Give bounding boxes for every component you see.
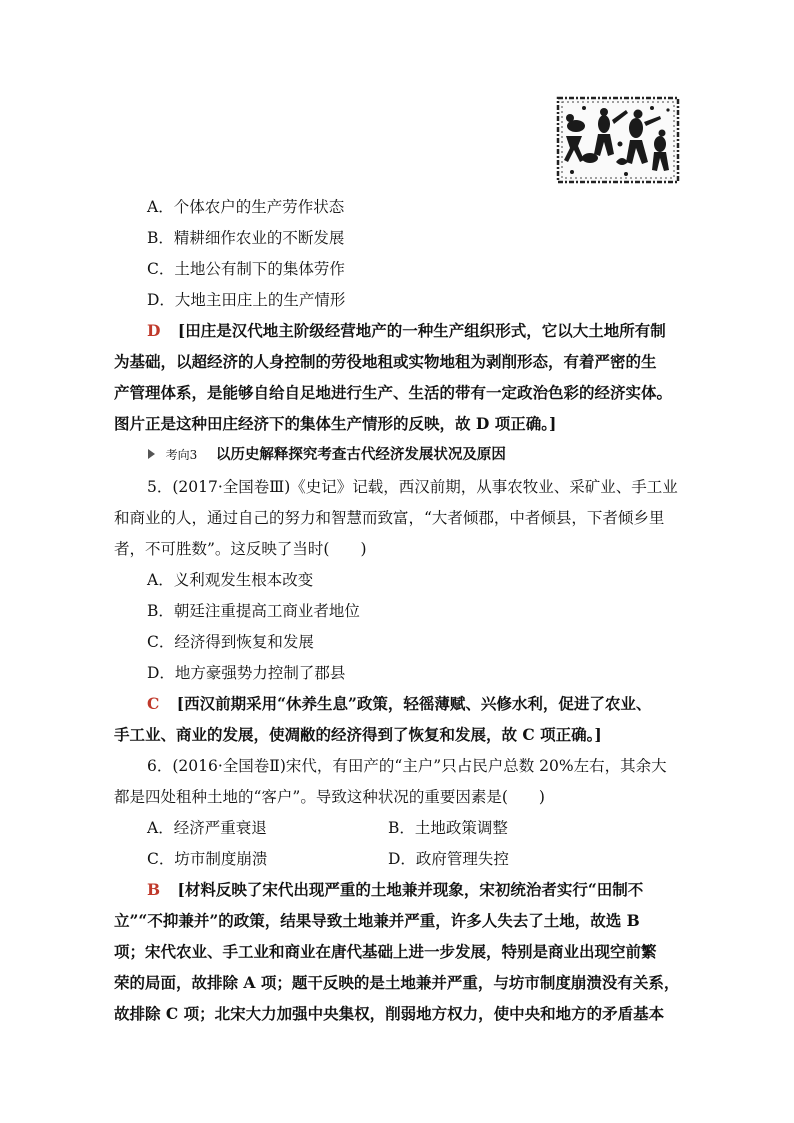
q5-explanation-line-1 bbox=[147, 693, 651, 715]
q4-option-c: C．土地公有制下的集体劳作 bbox=[147, 260, 345, 278]
section-heading bbox=[148, 444, 506, 466]
q6-answer-letter: B bbox=[147, 880, 161, 899]
q5-option-c: C．经济得到恢复和发展 bbox=[147, 633, 314, 651]
q6-explanation-line-4: 荣的局面，故排除 A 项；题干反映的是土地兼并严重，与坊市制度崩溃没有关系， bbox=[114, 973, 680, 992]
q5-stem-line-2: 和商业的人，通过自己的努力和智慧而致富，“大者倾郡，中者倾县，下者倾乡里 bbox=[114, 509, 665, 527]
q5-explanation-text-1: [西汉前期采用“休养生息”政策，轻徭薄赋、兴修水利，促进了农业、 bbox=[176, 694, 652, 713]
q6-option-c: C．坊市制度崩溃 bbox=[147, 850, 268, 868]
q4-explanation-line-3: 产管理体系，是能够自给自足地进行生产、生活的带有一定政治色彩的经济实体。 bbox=[114, 383, 673, 402]
q5-explanation-line-2: 手工业、商业的发展，使凋敝的经济得到了恢复和发展，故 C 项正确。] bbox=[114, 725, 602, 744]
q4-answer-letter: D bbox=[147, 321, 161, 340]
section-title: 以历史解释探究考查古代经济发展状况及原因 bbox=[215, 446, 506, 463]
q6-option-d: D．政府管理失控 bbox=[388, 850, 509, 868]
q4-option-d: D．大地主田庄上的生产情形 bbox=[147, 291, 346, 309]
q6-explanation-text-1: [材料反映了宋代出现严重的土地兼并现象，宋初统治者实行“田制不 bbox=[177, 880, 644, 899]
q6-stem-line-2: 都是四处租种土地的“客户”。导致这种状况的重要因素是( ) bbox=[114, 788, 545, 806]
q5-answer-letter: C bbox=[147, 694, 160, 713]
q5-stem-line-3: 者，不可胜数”。这反映了当时( ) bbox=[114, 540, 367, 558]
q5-stem-line-1: 5．(2017·全国卷Ⅲ)《史记》记载，西汉前期，从事农牧业、采矿业、手工业 bbox=[147, 478, 678, 496]
q4-explanation-line-4: 图片正是这种田庄经济下的集体生产情形的反映，故 D 项正确。] bbox=[114, 414, 557, 433]
q6-explanation-line-5: 故排除 C 项；北宋大力加强中央集权，削弱地方权力，使中央和地方的矛盾基本 bbox=[114, 1004, 665, 1023]
triangle-marker-icon bbox=[148, 449, 155, 459]
q5-option-d: D．地方豪强势力控制了郡县 bbox=[147, 664, 346, 682]
q6-option-b: B．土地政策调整 bbox=[388, 819, 508, 837]
q6-option-a: A．经济严重衰退 bbox=[147, 819, 267, 837]
q4-explanation-line-2: 为基础，以超经济的人身控制的劳役地租或实物地租为剥削形态，有着严密的生 bbox=[114, 352, 657, 371]
section-tag: 考向3 bbox=[165, 448, 198, 462]
q4-explanation-text-1: [田庄是汉代地主阶级经营地产的一种生产组织形式，它以大土地所有制 bbox=[177, 321, 666, 340]
q5-option-a: A．义利观发生根本改变 bbox=[147, 571, 314, 589]
stone-rubbing-image bbox=[556, 96, 680, 184]
q4-explanation-line-1 bbox=[147, 320, 666, 342]
q6-explanation-line-2: 立”“不抑兼并”的政策，结果导致土地兼并严重，许多人失去了土地，故选 B bbox=[114, 911, 640, 930]
q6-explanation-line-1 bbox=[147, 879, 643, 901]
q6-stem-line-1: 6．(2016·全国卷Ⅱ)宋代，有田产的“主户”只占民户总数 20%左右，其余大 bbox=[147, 757, 667, 775]
q4-option-a: A．个体农户的生产劳作状态 bbox=[147, 198, 345, 216]
q5-option-b: B．朝廷注重提高工商业者地位 bbox=[147, 602, 360, 620]
q4-option-b: B．精耕细作农业的不断发展 bbox=[147, 229, 345, 247]
q6-explanation-line-3: 项；宋代农业、手工业和商业在唐代基础上进一步发展，特别是商业出现空前繁 bbox=[114, 942, 657, 961]
